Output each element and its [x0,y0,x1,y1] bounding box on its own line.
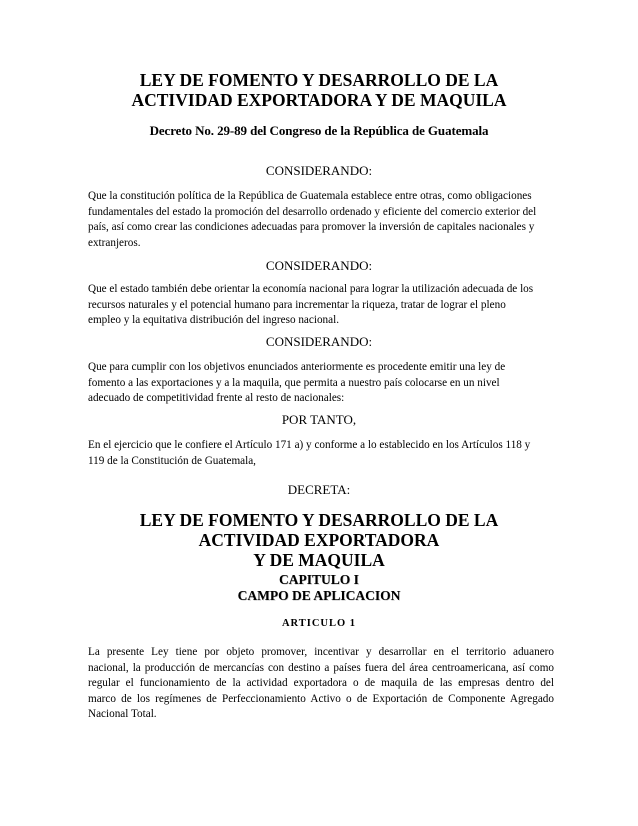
text-line: empleo y la equitativa distribución del ingreso nacional. [88,314,340,326]
article-1-text [88,645,554,723]
law-title [0,510,638,570]
text-line: fundamentales del estado la promoción del desarrollo ordenado y eficiente del comercio exterior del [88,205,537,218]
decreta-heading: DECRETA: [287,482,351,497]
considerando-1-text [88,189,554,251]
law-title-line-2: ACTIVIDAD EXPORTADORA [198,530,440,550]
document-title [0,70,638,110]
text-line: nacional, la producción de mercancías con destino a países fuera del área centroamericana, así como [88,661,554,674]
law-title-line-3: Y DE MAQUILA [253,550,385,570]
considerando-2-heading: CONSIDERANDO: [265,258,373,273]
considerando-3-heading: CONSIDERANDO: [265,334,373,349]
article-1-heading: ARTICULO 1 [281,618,357,629]
text-line: adecuado de competitividad frente al resto de nacionales: [88,392,345,404]
text-line: regular el funcionamiento de la actividad exportadora o de maquila de las empresas dentro del [88,677,554,689]
text-line: Que la constitución política de la República de Guatemala establece entre otras, como obligaciones [88,190,532,202]
law-title-line-1: LEY DE FOMENTO Y DESARROLLO DE LA [139,510,499,530]
decree-subtitle: Decreto No. 29-89 del Congreso de la República de Guatemala [149,123,489,138]
document-title-line-2: ACTIVIDAD EXPORTADORA Y DE MAQUILA [131,90,507,110]
text-line: extranjeros. [88,236,141,249]
text-line: fomento a las exportaciones y a la maquila, que permita a nuestro país colocarse en un nivel [88,376,500,389]
text-line: En el ejercicio que le confiere el Artículo 171 a) y conforme a lo establecido en los Artículos 118 y [88,439,531,451]
document-title-line-1: LEY DE FOMENTO Y DESARROLLO DE LA [139,70,499,90]
text-line: Que el estado también debe orientar la economía nacional para lograr la utilización adecuada de los [88,283,534,295]
text-line: Que para cumplir con los objetivos enunciados anteriormente es procedente emitir una ley de [88,361,506,373]
considerando-1-heading: CONSIDERANDO: [265,163,373,178]
chapter-name: CAMPO DE APLICACION [237,588,401,603]
text-line: marco de los regímenes de Perfeccionamiento Activo o de Exportación de Componente Agregado [88,692,554,705]
chapter-number: CAPITULO I [279,572,359,587]
text-line: recursos naturales y el potencial humano para incrementar la riqueza, tratar de lograr el pleno [88,298,506,311]
text-line: 119 de la Constitución de Guatemala, [88,454,256,467]
por-tanto-heading: POR TANTO, [281,412,357,427]
por-tanto-text [88,438,554,469]
considerando-2-text [88,282,554,329]
text-line: país, así como crear las condiciones adecuadas para promover la inversión de capitales nacionales y [88,221,535,233]
considerando-3-text [88,360,554,407]
text-line: Nacional Total. [88,708,157,720]
text-line: La presente Ley tiene por objeto promover, incentivar y desarrollar en el territorio aduanero [88,646,554,658]
